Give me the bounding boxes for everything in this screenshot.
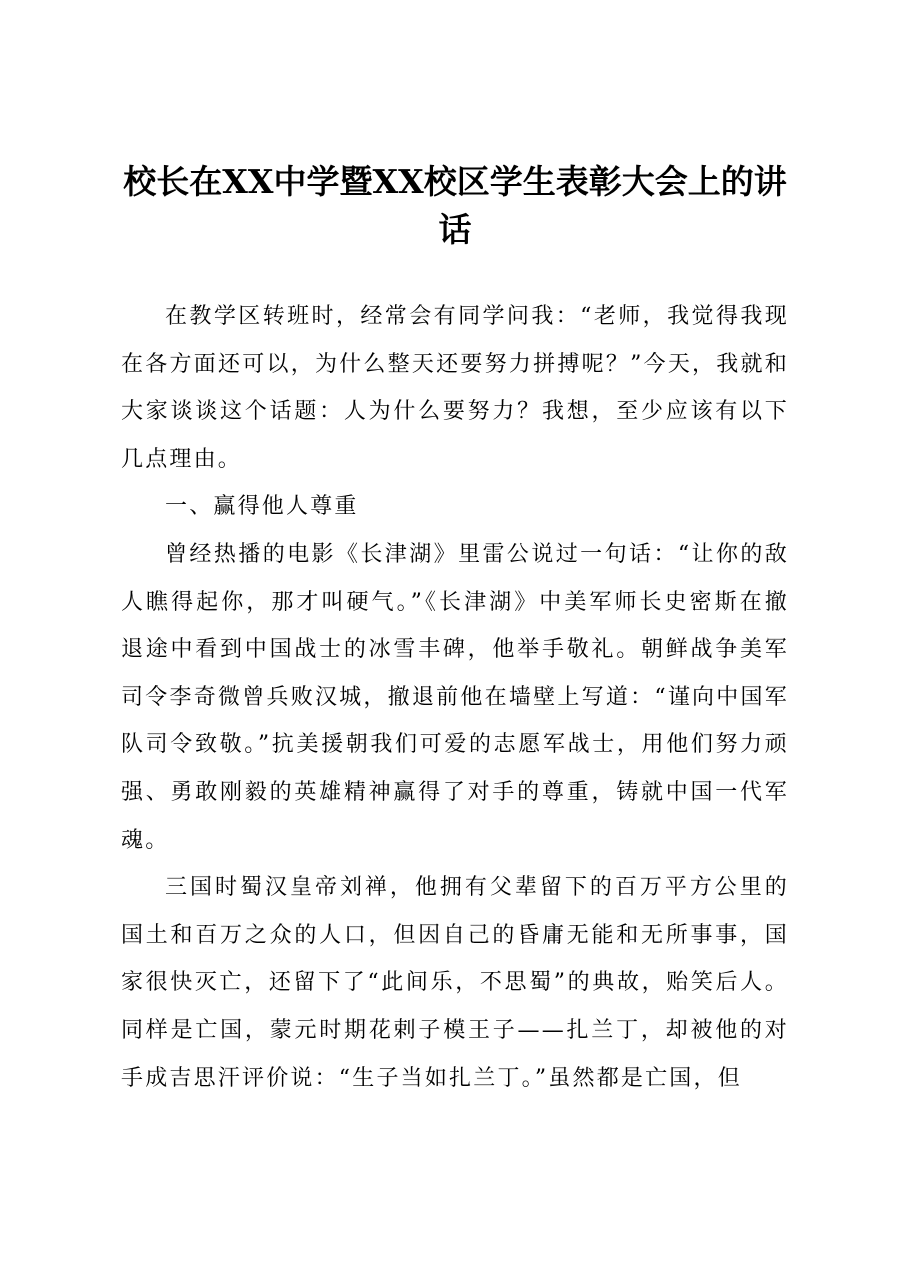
paragraph-three-kingdoms: 三国时蜀汉皇帝刘禅，他拥有父辈留下的百万平方公里的国土和百万之众的人口，但因自己的昏庸无能和无所事事，国家很快灭亡，还留下了“此间乐，不思蜀”的典故，贻笑后人。同样是亡国，蒙元时期花剌子模王子——扎兰丁，却被他的对手成吉思汗评价说：“生子当如扎兰丁。”虽然都是亡国，但: [121, 875, 789, 1091]
document-title: 校长在XX中学暨XX校区学生表彰大会上的讲话: [123, 162, 787, 249]
paragraph-changjin-lake: 曾经热播的电影《长津湖》里雷公说过一句话：“让你的敌人瞧得起你，那才叫硬气。”《长津湖》中美军师长史密斯在撤退途中看到中国战士的冰雪丰碑，他举手敬礼。朝鲜战争美军司令李奇微曾兵败汉城，撤退前他在墙壁上写道：“谨向中国军队司令致敬。”抗美援朝我们可爱的志愿军战士，用他们努力顽强、勇敢刚毅的英雄精神赢得了对手的尊重，铸就中国一代军魂。: [121, 541, 789, 853]
paragraph-intro: 在教学区转班时，经常会有同学问我：“老师，我觉得我现在各方面还可以，为什么整天还要努力拼搏呢？”今天，我就和大家谈谈这个话题：人为什么要努力？我想，至少应该有以下几点理由。: [121, 304, 789, 472]
section-heading-1: 一、赢得他人尊重: [165, 494, 359, 520]
document-body: [121, 293, 789, 1102]
